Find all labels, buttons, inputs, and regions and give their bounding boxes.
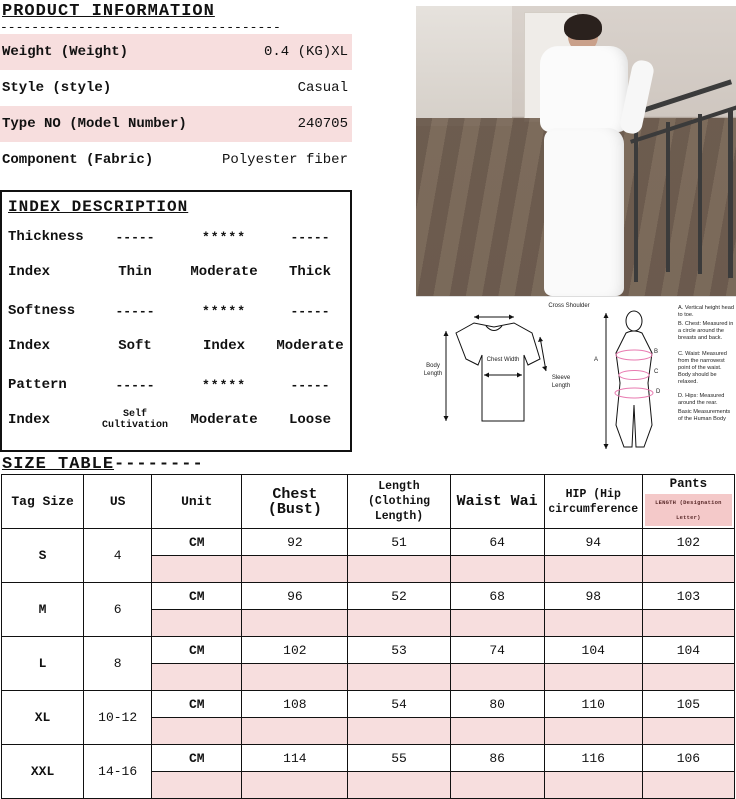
model-photo xyxy=(416,6,736,296)
index-softness-mark-moderate: ----- xyxy=(290,303,330,319)
cell-hip-s: 94 xyxy=(544,529,642,556)
photo-model-figure xyxy=(524,16,654,296)
product-info-value-style: Casual xyxy=(297,80,348,96)
index-pattern-option-loose: Loose xyxy=(288,412,331,428)
size-table-heading xyxy=(2,455,204,474)
cell-tag-size-xxl: XXL xyxy=(2,745,84,799)
cell-us-m: 6 xyxy=(84,583,152,637)
model-top-garment xyxy=(540,46,628,132)
cell-chest-xl: 108 xyxy=(242,691,348,718)
spacer-chest-xxl xyxy=(242,772,348,799)
product-info-label-component: Component (Fabric) xyxy=(2,152,154,168)
spacer-pants-m xyxy=(642,610,734,637)
cell-length-xl: 54 xyxy=(348,691,450,718)
product-info-row-weight xyxy=(0,34,352,70)
cell-pants-xxl: 106 xyxy=(642,745,734,772)
product-info-row-style xyxy=(0,70,352,106)
spacer-hip-m xyxy=(544,610,642,637)
cell-tag-size-s: S xyxy=(2,529,84,583)
index-row-label-softness: Index xyxy=(8,338,51,354)
table-row xyxy=(2,529,735,556)
cell-pants-s: 102 xyxy=(642,529,734,556)
cell-us-l: 8 xyxy=(84,637,152,691)
cell-tag-size-xl: XL xyxy=(2,691,84,745)
spacer-waist-s xyxy=(450,556,544,583)
product-info-value-weight: 0.4 (KG)XL xyxy=(263,44,348,60)
label-chest-width: Chest Width xyxy=(486,357,520,363)
cell-length-s: 51 xyxy=(348,529,450,556)
index-row-label-thickness: Index xyxy=(8,264,51,280)
index-thickness-option-thick: Thick xyxy=(288,264,331,280)
product-information-title: PRODUCT INFORMATION xyxy=(2,2,215,21)
index-pattern-mark-self-cultivation: ----- xyxy=(115,377,155,393)
product-info-row-component xyxy=(0,142,352,178)
table-row xyxy=(2,691,735,718)
index-pattern-option-moderate: Moderate xyxy=(190,412,258,428)
divider-dashed: ------------------------------------ xyxy=(0,23,281,34)
cell-chest-l: 102 xyxy=(242,637,348,664)
spacer-chest-m xyxy=(242,610,348,637)
spacer-chest-s xyxy=(242,556,348,583)
spacer-unit-m xyxy=(152,610,242,637)
product-info-value-component: Polyester fiber xyxy=(221,152,348,168)
measurement-guide xyxy=(416,296,736,458)
spacer-pants-s xyxy=(642,556,734,583)
cell-chest-xxl: 114 xyxy=(242,745,348,772)
label-sleeve-length: Sleeve Length xyxy=(551,375,571,389)
spacer-waist-m xyxy=(450,610,544,637)
model-hair xyxy=(564,14,602,40)
cell-us-xl: 10-12 xyxy=(84,691,152,745)
spacer-length-l xyxy=(348,664,450,691)
spacer-pants-l xyxy=(642,664,734,691)
product-info-label-style: Style (style) xyxy=(2,80,112,96)
label-marker-c: C xyxy=(654,369,659,375)
cell-hip-l: 104 xyxy=(544,637,642,664)
spacer-hip-s xyxy=(544,556,642,583)
cell-unit-l: CM xyxy=(152,637,242,664)
header-pants xyxy=(642,475,734,529)
index-pattern-option-self-cultivation: Self Cultivation xyxy=(101,409,168,431)
label-marker-d: D xyxy=(656,389,661,395)
cell-us-s: 4 xyxy=(84,529,152,583)
index-group-pattern xyxy=(2,366,350,440)
cell-hip-m: 98 xyxy=(544,583,642,610)
header-tag-size: Tag Size xyxy=(2,475,84,529)
index-description-section xyxy=(0,190,352,452)
cell-unit-m: CM xyxy=(152,583,242,610)
index-thickness-mark-thick: ----- xyxy=(290,229,330,245)
cell-tag-size-m: M xyxy=(2,583,84,637)
index-group-thickness xyxy=(2,218,350,292)
index-thickness-mark-thin: ----- xyxy=(115,229,155,245)
cell-pants-m: 103 xyxy=(642,583,734,610)
spacer-length-xl xyxy=(348,718,450,745)
measure-note-b: B. Chest: Measured in a circle around the breasts and back. xyxy=(678,321,734,341)
header-us: US xyxy=(84,475,152,529)
index-label-thickness: Thickness xyxy=(8,229,84,245)
header-length: Length (Clothing Length) xyxy=(348,475,450,529)
index-softness-mark-soft: ----- xyxy=(115,303,155,319)
label-body-length: Body Length xyxy=(423,363,443,377)
measure-note-c: C. Waist: Measured from the narrowest point of the waist. Body should be relaxed. xyxy=(678,351,727,385)
photo-wall xyxy=(416,6,512,126)
index-label-pattern: Pattern xyxy=(8,377,67,393)
cell-chest-m: 96 xyxy=(242,583,348,610)
cell-waist-xl: 80 xyxy=(450,691,544,718)
spacer-length-m xyxy=(348,610,450,637)
spacer-unit-xxl xyxy=(152,772,242,799)
cell-length-l: 53 xyxy=(348,637,450,664)
cell-hip-xxl: 116 xyxy=(544,745,642,772)
spacer-length-xxl xyxy=(348,772,450,799)
index-softness-option-index: Index xyxy=(202,338,245,354)
spacer-waist-xxl xyxy=(450,772,544,799)
cell-hip-xl: 110 xyxy=(544,691,642,718)
table-row xyxy=(2,583,735,610)
label-marker-b: B xyxy=(654,349,659,355)
size-table-title-dashes: -------- xyxy=(114,455,204,474)
spacer-hip-l xyxy=(544,664,642,691)
size-table xyxy=(1,474,735,799)
cell-waist-m: 68 xyxy=(450,583,544,610)
index-group-softness xyxy=(2,292,350,366)
cell-pants-l: 104 xyxy=(642,637,734,664)
product-info-value-type-no: 240705 xyxy=(297,116,348,132)
model-pants-garment xyxy=(544,128,624,296)
cell-length-xxl: 55 xyxy=(348,745,450,772)
measure-note-d: D. Hips: Measured around the rear. xyxy=(678,393,725,406)
spacer-chest-xl xyxy=(242,718,348,745)
index-pattern-mark-moderate: ***** xyxy=(201,377,246,393)
index-description-title: INDEX DESCRIPTION xyxy=(8,198,189,216)
measure-note-a: A. Vertical height head to toe. xyxy=(678,305,734,318)
header-chest: Chest (Bust) xyxy=(242,475,348,529)
label-cross-shoulder: Cross Shoulder xyxy=(548,303,590,309)
size-table-header-row xyxy=(2,475,735,529)
cell-pants-xl: 105 xyxy=(642,691,734,718)
cell-unit-s: CM xyxy=(152,529,242,556)
spacer-hip-xxl xyxy=(544,772,642,799)
product-info-label-weight: Weight (Weight) xyxy=(2,44,129,60)
product-info-label-type-no: Type NO (Model Number) xyxy=(2,116,187,132)
product-information-section xyxy=(0,0,352,188)
measure-note-basic: Basic Measurements of the Human Body xyxy=(678,409,731,422)
spacer-unit-l xyxy=(152,664,242,691)
cell-waist-l: 74 xyxy=(450,637,544,664)
spacer-pants-xxl xyxy=(642,772,734,799)
cell-tag-size-l: L xyxy=(2,637,84,691)
index-pattern-mark-loose: ----- xyxy=(290,377,330,393)
cell-unit-xl: CM xyxy=(152,691,242,718)
product-info-row-type-no xyxy=(0,106,352,142)
spacer-chest-l xyxy=(242,664,348,691)
spacer-pants-xl xyxy=(642,718,734,745)
index-thickness-option-moderate: Moderate xyxy=(190,264,258,280)
index-softness-option-moderate: Moderate xyxy=(276,338,344,354)
spacer-unit-s xyxy=(152,556,242,583)
cell-us-xxl: 14-16 xyxy=(84,745,152,799)
cell-length-m: 52 xyxy=(348,583,450,610)
cell-waist-xxl: 86 xyxy=(450,745,544,772)
header-pants-label: Pants xyxy=(669,477,708,491)
index-label-softness: Softness xyxy=(8,303,76,319)
index-thickness-mark-moderate: ***** xyxy=(201,229,246,245)
product-photo-block xyxy=(416,6,736,458)
index-thickness-option-thin: Thin xyxy=(118,264,152,280)
spacer-unit-xl xyxy=(152,718,242,745)
cell-chest-s: 92 xyxy=(242,529,348,556)
cell-unit-xxl: CM xyxy=(152,745,242,772)
index-softness-option-soft: Soft xyxy=(118,338,152,354)
size-table-title: SIZE TABLE xyxy=(2,455,115,474)
spacer-waist-l xyxy=(450,664,544,691)
header-waist: Waist Wai xyxy=(450,475,544,529)
header-pants-sublabel: LENGTH (Designation Letter) xyxy=(645,494,732,526)
index-softness-mark-index: ***** xyxy=(201,303,246,319)
header-hip: HIP (Hip circumference xyxy=(544,475,642,529)
spacer-hip-xl xyxy=(544,718,642,745)
index-row-label-pattern: Index xyxy=(8,412,51,428)
spacer-waist-xl xyxy=(450,718,544,745)
cell-waist-s: 64 xyxy=(450,529,544,556)
table-row xyxy=(2,637,735,664)
header-unit: Unit xyxy=(152,475,242,529)
spacer-length-s xyxy=(348,556,450,583)
label-marker-a: A xyxy=(594,357,599,363)
table-row xyxy=(2,745,735,772)
